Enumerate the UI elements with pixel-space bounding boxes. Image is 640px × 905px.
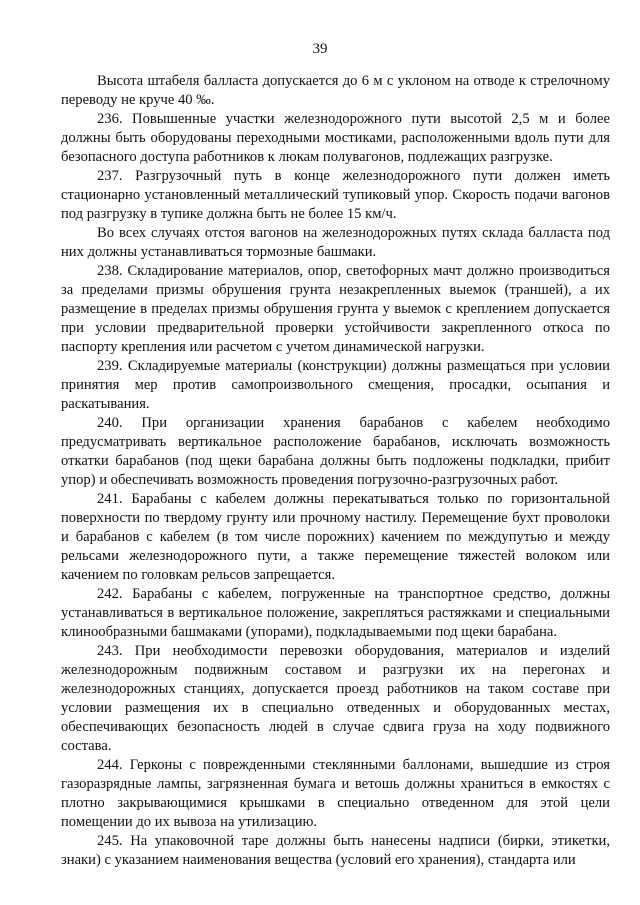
paragraph-brake-shoes: Во всех случаях отстоя вагонов на железнодорожных путях склада балласта под них должны устанавливаться тормозные башмаки. [61, 225, 610, 260]
paragraph-237: 237. Разгрузочный путь в конце железнодорожного пути должен иметь стационарно установленный металлический тупиковый упор. Скорость подачи вагонов под разгрузку в тупике должна быть не более 15 км/ч. [61, 168, 610, 222]
page-number: 39 [312, 41, 328, 57]
paragraph-238: 238. Складирование материалов, опор, светофорных мачт должно производиться за пределами призмы обрушения грунта незакрепленных выемок (траншей), а их размещение в пределах призмы обрушения грунта у выемок с креплением допускается при условии предварительной проверки устойчивости закрепленного откоса по паспорту крепления или расчетом с учетом динамической нагрузки. [61, 263, 610, 355]
paragraph-245: 245. На упаковочной таре должны быть нанесены надписи (бирки, этикетки, знаки) с указанием наименования вещества (условий его хранения), стандарта или [61, 833, 610, 868]
page-body [61, 72, 610, 870]
paragraph-236: 236. Повышенные участки железнодорожного пути высотой 2,5 м и более должны быть оборудованы переходными мостиками, расположенными вдоль пути для безопасного доступа работников к люкам полувагонов, подлежащих разгрузке. [61, 111, 610, 165]
paragraph-244: 244. Герконы с поврежденными стеклянными баллонами, вышедшие из строя газоразрядные лампы, загрязненная бумага и ветошь должны храниться в емкостях с плотно закрывающимися крышками в специально отведенном для этой цели помещении до их вывоза на утилизацию. [61, 757, 610, 830]
paragraph-ballast-height: Высота штабеля балласта допускается до 6 м с уклоном на отводе к стрелочному переводу не круче 40 ‰. [61, 73, 610, 108]
paragraph-243: 243. При необходимости перевозки оборудования, материалов и изделий железнодорожным подвижным составом и разгрузки их на перегонах и железнодорожных станциях, допускается проезд работников на таком составе при условии размещения их в специально отведенных и оборудованных местах, обеспечивающих безопасность людей в случае сдвига груза на ходу подвижного состава. [61, 643, 610, 754]
paragraph-242: 242. Барабаны с кабелем, погруженные на транспортное средство, должны устанавливаться в вертикальное положение, закрепляться растяжками и специальными клинообразными башмаками (упорами), подкладываемыми под щеки барабана. [61, 586, 610, 640]
paragraph-241: 241. Барабаны с кабелем должны перекатываться только по горизонтальной поверхности по твердому грунту или прочному настилу. Перемещение бухт проволоки и барабанов с кабелем (в том числе порожних) качением по междупутью и между рельсами железнодорожного пути, а также перемещение тяжестей волоком или качением по головкам рельсов запрещается. [61, 491, 610, 583]
paragraph-239: 239. Складируемые материалы (конструкции) должны размещаться при условии принятия мер против самопроизвольного смещения, просадки, осыпания и раскатывания. [61, 358, 610, 412]
paragraph-240: 240. При организации хранения барабанов с кабелем необходимо предусматривать вертикальное расположение барабанов, исключать возможность откатки барабанов (под щеки барабана должны быть подложены подкладки, прибит упор) и обеспечивать возможность проведения погрузочно-разгрузочных работ. [61, 415, 610, 488]
